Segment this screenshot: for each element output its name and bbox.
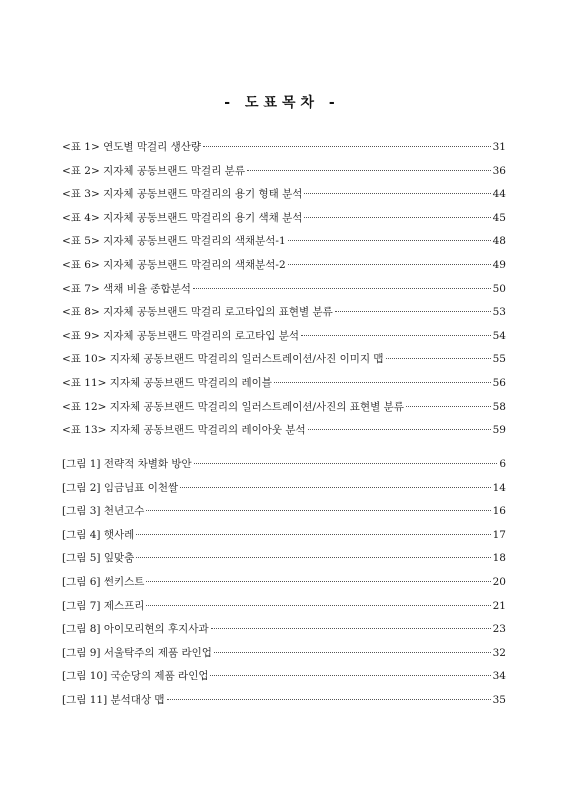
toc-entry-label: [그림 11] 분석대상 맵 xyxy=(62,693,165,706)
toc-entry-table-4[interactable] xyxy=(62,207,506,231)
toc-entry-table-1[interactable] xyxy=(62,136,506,160)
toc-entry-figure-10[interactable] xyxy=(62,665,506,689)
toc-entry-page: 17 xyxy=(492,528,506,541)
toc-entry-page: 16 xyxy=(492,505,506,518)
dot-leader xyxy=(193,288,491,289)
dot-leader xyxy=(406,406,491,407)
toc-entry-label: [그림 9] 서울탁주의 제품 라인업 xyxy=(62,646,212,659)
toc-entry-label: <표 7> 색채 비율 종합분석 xyxy=(62,282,191,295)
toc-entry-page: 54 xyxy=(492,329,506,342)
toc-entry-label: [그림 10] 국순당의 제품 라인업 xyxy=(62,670,209,683)
toc-entry-label: <표 13> 지자체 공동브랜드 막걸리의 레이아웃 분석 xyxy=(62,424,306,437)
toc-entry-label: [그림 4] 햇사레 xyxy=(62,528,135,541)
toc-entry-table-12[interactable] xyxy=(62,396,506,420)
page-title: - 도표목차 - xyxy=(224,95,340,111)
toc-entry-page: 55 xyxy=(492,353,506,366)
toc-entry-table-9[interactable] xyxy=(62,325,506,349)
toc-entry-page: 48 xyxy=(492,235,506,248)
toc-entry-table-5[interactable] xyxy=(62,230,506,254)
toc-entry-table-6[interactable] xyxy=(62,254,506,278)
dot-leader xyxy=(386,358,491,359)
toc-entry-label: <표 4> 지자체 공동브랜드 막걸리의 용기 색채 분석 xyxy=(62,211,303,224)
toc-entry-label: <표 3> 지자체 공동브랜드 막걸리의 용기 형태 분석 xyxy=(62,188,303,201)
toc-entry-figure-5[interactable] xyxy=(62,547,506,571)
toc-entry-page: 45 xyxy=(492,211,506,224)
dot-leader xyxy=(301,335,491,336)
toc-entry-table-7[interactable] xyxy=(62,278,506,302)
toc-entry-figure-11[interactable] xyxy=(62,689,506,713)
toc-entry-page: 34 xyxy=(492,670,506,683)
dot-leader xyxy=(274,382,491,383)
toc-entry-page: 36 xyxy=(492,164,506,177)
toc-entry-page: 18 xyxy=(492,552,506,565)
dot-leader xyxy=(211,628,491,629)
toc-entry-figure-4[interactable] xyxy=(62,524,506,548)
toc-entry-page: 58 xyxy=(492,400,506,413)
toc-entry-label: <표 1> 연도별 막걸리 생산량 xyxy=(62,141,202,153)
toc-entry-figure-6[interactable] xyxy=(62,571,506,595)
toc-entry-figure-7[interactable] xyxy=(62,595,506,619)
toc-entry-page: 56 xyxy=(492,376,506,389)
toc-entry-table-3[interactable] xyxy=(62,183,506,207)
toc-entry-table-11[interactable] xyxy=(62,372,506,396)
toc-entry-page: 53 xyxy=(492,306,506,319)
toc-entry-label: <표 11> 지자체 공동브랜드 막걸리의 레이블 xyxy=(62,376,272,389)
dot-leader xyxy=(247,170,491,171)
table-of-tables xyxy=(62,136,506,443)
toc-entry-label: [그림 1] 전략적 차별화 방안 xyxy=(62,458,192,470)
toc-entry-page: 14 xyxy=(492,481,506,494)
dot-leader xyxy=(304,217,490,218)
toc-entry-table-13[interactable] xyxy=(62,419,506,443)
toc-entry-label: <표 6> 지자체 공동브랜드 막걸리의 색채분석-2 xyxy=(62,258,286,271)
toc-entry-figure-2[interactable] xyxy=(62,477,506,501)
toc-entry-label: [그림 2] 임금님표 이천쌀 xyxy=(62,481,179,494)
toc-entry-label: <표 10> 지자체 공동브랜드 막걸리의 일러스트레이션/사진 이미지 맵 xyxy=(62,353,384,366)
dot-leader xyxy=(304,193,490,194)
dot-leader xyxy=(146,510,490,511)
dot-leader xyxy=(146,605,490,606)
dot-leader xyxy=(214,652,491,653)
toc-entry-page: 21 xyxy=(492,599,506,612)
toc-entry-figure-9[interactable] xyxy=(62,642,506,666)
dot-leader xyxy=(335,311,491,312)
toc-entry-page: 59 xyxy=(492,424,506,437)
dot-leader xyxy=(210,675,490,676)
toc-entry-label: <표 9> 지자체 공동브랜드 막걸리의 로고타입 분석 xyxy=(62,329,300,342)
toc-entry-label: <표 5> 지자체 공동브랜드 막걸리의 색채분석-1 xyxy=(62,235,286,248)
dot-leader xyxy=(180,487,490,488)
toc-entry-label: <표 8> 지자체 공동브랜드 막걸리 로고타입의 표현별 분류 xyxy=(62,306,333,319)
toc-entry-label: [그림 8] 아이모리현의 후지사과 xyxy=(62,623,209,636)
toc-entry-page: 32 xyxy=(492,646,506,659)
toc-entry-label: [그림 3] 천년고수 xyxy=(62,505,145,518)
toc-entry-page: 44 xyxy=(492,188,506,201)
dot-leader xyxy=(288,240,491,241)
toc-entry-label: [그림 6] 썬키스트 xyxy=(62,575,145,588)
toc-entry-page: 50 xyxy=(492,282,506,295)
toc-entry-page: 6 xyxy=(499,458,506,470)
dot-leader xyxy=(136,534,490,535)
table-of-figures xyxy=(62,453,506,713)
toc-entry-figure-1[interactable] xyxy=(62,453,506,477)
toc-entry-label: <표 12> 지자체 공동브랜드 막걸리의 일러스트레이션/사진의 표현별 분류 xyxy=(62,400,404,413)
toc-entry-figure-8[interactable] xyxy=(62,618,506,642)
toc-entry-page: 49 xyxy=(492,258,506,271)
dot-leader xyxy=(194,463,498,464)
dot-leader xyxy=(136,557,490,558)
toc-entry-table-10[interactable] xyxy=(62,348,506,372)
toc-entry-page: 23 xyxy=(492,623,506,636)
dot-leader xyxy=(288,264,491,265)
toc-entry-table-8[interactable] xyxy=(62,301,506,325)
toc-entry-page: 35 xyxy=(492,693,506,706)
dot-leader xyxy=(146,581,490,582)
dot-leader xyxy=(308,429,491,430)
toc-entry-page: 20 xyxy=(492,575,506,588)
toc-entry-page: 31 xyxy=(492,141,506,153)
toc-entry-table-2[interactable] xyxy=(62,160,506,184)
toc-entry-label: <표 2> 지자체 공동브랜드 막걸리 분류 xyxy=(62,164,245,177)
dot-leader xyxy=(167,699,491,700)
toc-entry-label: [그림 7] 제스프리 xyxy=(62,599,145,612)
toc-entry-figure-3[interactable] xyxy=(62,500,506,524)
dot-leader xyxy=(203,146,491,147)
toc-entry-label: [그림 5] 잎맞춤 xyxy=(62,552,135,565)
